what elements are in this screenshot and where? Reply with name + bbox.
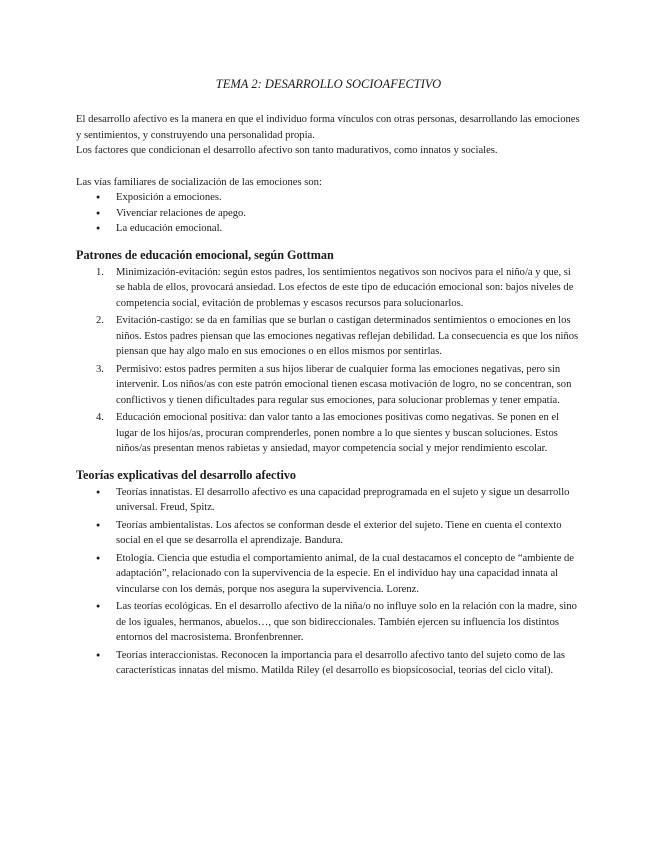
list-item: ● Exposición a emociones.	[76, 190, 581, 206]
intro-paragraph-1: El desarrollo afectivo es la manera en que el individuo forma vínculos con otras personas, desarrollando las emociones y sentimientos, y construyendo una personalidad propia.	[76, 114, 580, 141]
item-number: 4.	[96, 412, 104, 423]
gottman-heading: Patrones de educación emocional, según Gottman	[76, 247, 334, 262]
list-item: ● Etología. Ciencia que estudia el comportamiento animal, de la cual destacamos el concepto de “ambiente de adaptación”, relacionado con la supervivencia de la especie. En el individuo hay una capacidad innata al vincularse con los demás, porque nos asegura la supervivencia. Lorenz.	[76, 551, 581, 598]
teorias-heading: Teorías explicativas del desarrollo afectivo	[76, 467, 297, 482]
list-item	[76, 410, 581, 457]
vias-list	[76, 190, 581, 237]
item-text: Permisivo: estos padres permiten a sus hijos liberar de cualquier forma las emociones negativas, pero sin intervenir. Los niños/as con este patrón emocional tienen escasa motivación de logro, no se concentran, son conflictivos y tienen dificultades para regular sus emociones, para solucionar problemas y tener empatía.	[116, 363, 572, 406]
document-page	[76, 76, 581, 681]
list-item: ● Vivenciar relaciones de apego.	[76, 206, 581, 222]
list-item: ● La educación emocional.	[76, 221, 581, 237]
item-text: Educación emocional positiva: dan valor tanto a las emociones positivas como negativas. Se ponen en el lugar de los hijos/as, procuran comprenderles, ponen nombre a lo que sientes y buscan soluciones. Estos niños/as presentan menos rabietas y ansiedad, mayor competencia social y mejor rendimiento escolar.	[116, 412, 560, 454]
list-item: ● Teorías ambientalistas. Los afectos se conforman desde el exterior del sujeto. Tiene en cuenta el contexto social en el que se desarrolla el aprendizaje. Bandura.	[76, 518, 581, 549]
list-item: ● Teorías interaccionistas. Reconocen la importancia para el desarrollo afectivo tanto del sujeto como de las características innatas del mismo. Matilda Riley (el desarrollo es biopsicosocial, teorías del ciclo vital).	[76, 648, 581, 679]
document-title: TEMA 2: DESARROLLO SOCIOAFECTIVO	[215, 77, 442, 91]
teorias-list	[76, 485, 581, 679]
intro-paragraph-2: Los factores que condicionan el desarrollo afectivo son tanto madurativos, como innatos y sociales.	[76, 145, 498, 156]
vias-heading: Las vías familiares de socialización de las emociones son:	[76, 176, 322, 188]
item-number: 3.	[96, 363, 104, 375]
item-text: Minimización-evitación: según estos padres, los sentimientos negativos son nocivos para el niño/a y que, si se habla de ellos, provocará ansiedad. Los efectos de este tipo de educación emocional son: bajos niveles de competencia social, evitación de problemas y escasos recursos para solucionarlos.	[116, 266, 574, 309]
list-item	[76, 362, 581, 409]
list-item	[76, 265, 581, 312]
item-text: Evitación-castigo: se da en familias que se burlan o castigan determinados sentimientos o emociones en los niños. Estos padres piensan que las emociones negativas reflejan debilidad. La consecuencia es que los niños piensan que hay algo malo en sus emociones o en ellos mismos por sentirlas.	[116, 315, 579, 357]
list-item: ● Las teorías ecológicas. En el desarrollo afectivo de la niña/o no influye solo en la relación con la madre, sino de los iguales, hermanos, abuelos…, que son bidireccionales. También ejercen su influencia los distintos entornos del macrosistema. Bronfenbrenner.	[76, 599, 581, 646]
list-item: ● Teorías innatistas. El desarrollo afectivo es una capacidad preprogramada en el sujeto y sigue un desarrollo universal. Freud, Spitz.	[76, 485, 581, 516]
gottman-list	[76, 265, 581, 457]
list-item	[76, 313, 581, 360]
item-number: 2.	[96, 315, 104, 326]
item-number: 1.	[96, 266, 104, 278]
